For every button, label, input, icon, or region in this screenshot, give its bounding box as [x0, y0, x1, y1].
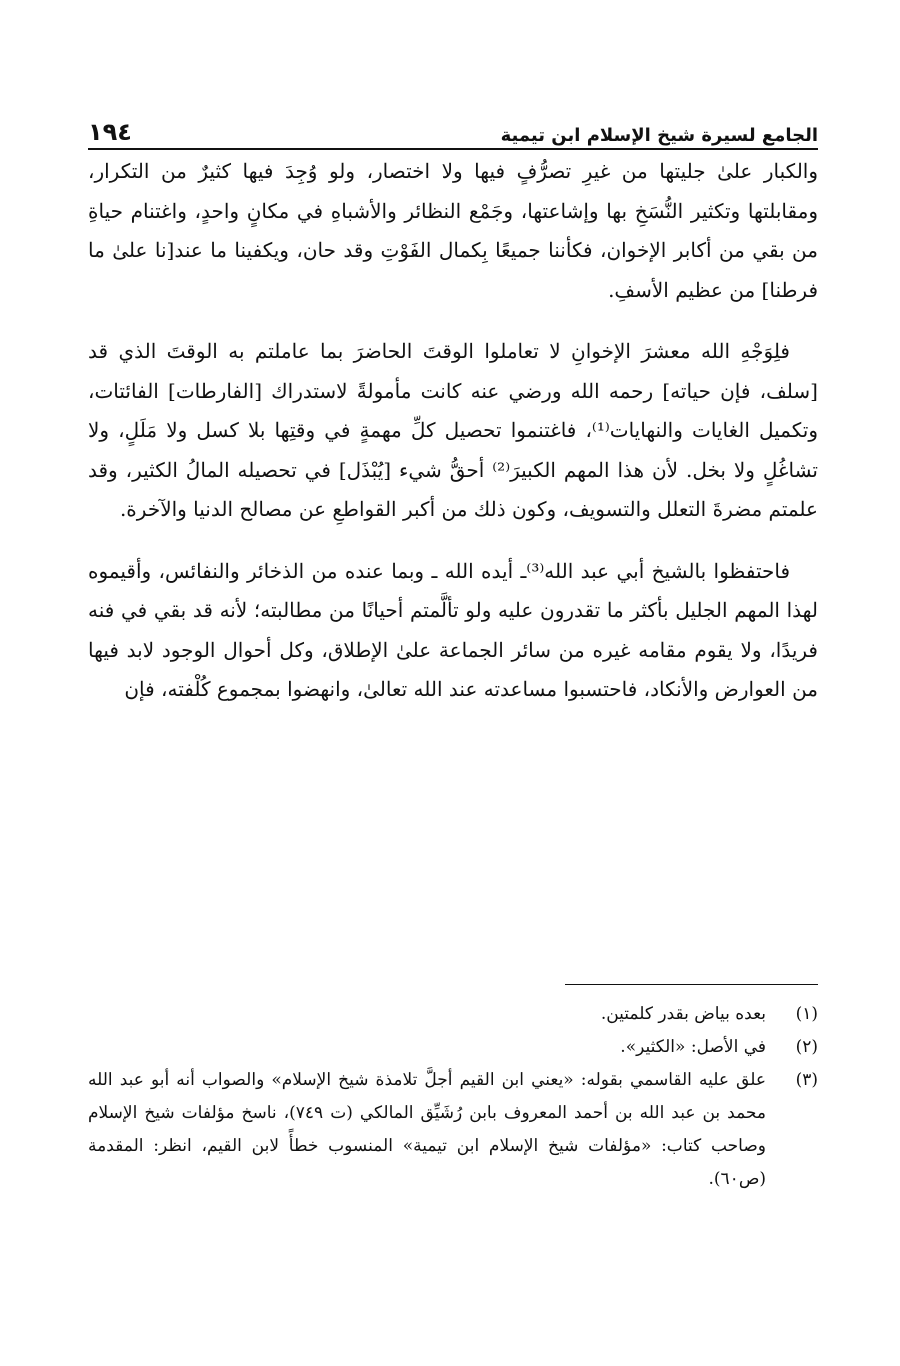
- footnote-divider: [565, 984, 818, 985]
- running-title: الجامع لسيرة شيخ الإسلام ابن تيمية: [500, 125, 818, 146]
- footnote-number: (١): [795, 1004, 818, 1024]
- paragraph-2: فلِوَجْهِ الله معشرَ الإخوانِ لا تعاملوا الوقتَ الحاضرَ بما عاملتم به الوقتَ الذي قد [سلف، فإن حياته] رحمه الله ورضي عنه كانت مأمولةً لاستدراك [الفارطات] الفائتات، وتكميل الغايات والنهايات⁽¹⁾، فاغتنموا تحصيل كلِّ مهمةٍ في وقتِها بلا كسل ولا مَلَلٍ، ولا تشاغُلٍ ولا بخل. لأن هذا المهم الكبيرَ⁽²⁾ أحقُّ شيء [يُبْذَل] في تحصيله المالُ الكثير، وقد علمتم مضرةَ التعلل والتسويف، وكون ذلك من أكبر القواطعِ عن مصالح الدنيا والآخرة.: [88, 339, 818, 521]
- footnote-number: (٢): [795, 1037, 818, 1057]
- paragraph-3: فاحتفظوا بالشيخ أبي عبد الله⁽³⁾ـ أيده الله ـ وبما عنده من الذخائر والنفائس، وأقيموه لهذا المهم الجليل بأكثر ما تقدرون عليه ولو تألَّمتم أحيانًا من مطالبته؛ لأنه قد بقي في فنه فريدًا، ولا يقوم مقامه غيره من سائر الجماعة علىٰ الإطلاق، وكل أحوال الوجود لابد فيها من العوارض والأنكاد، فاحتسبوا مساعدته عند الله تعالىٰ، وانهضوا بمجموع كُلْفته، فإن: [88, 558, 818, 701]
- footnote-text: في الأصل: «الكثير».: [620, 1037, 766, 1057]
- page-number: ١٩٤: [88, 118, 132, 146]
- footnote-1: [88, 998, 818, 1031]
- footnote-number: (٣): [795, 1070, 818, 1090]
- footnotes: [88, 998, 818, 1196]
- footnote-3: [88, 1064, 818, 1196]
- main-text: [88, 152, 818, 732]
- header-divider: [88, 148, 818, 150]
- page-header: [88, 112, 818, 146]
- footnote-text: علق عليه القاسمي بقوله: «يعني ابن القيم أجلَّ تلامذة شيخ الإسلام» والصواب أنه أبو عبد الله محمد بن عبد الله بن أحمد المعروف بابن رُشَيِّق المالكي (ت ٧٤٩)، ناسخ مؤلفات شيخ الإسلام وصاحب كتاب: «مؤلفات شيخ الإسلام ابن تيمية» المنسوب خطأً لابن القيم، انظر: المقدمة (ص٦٠).: [88, 1070, 766, 1189]
- paragraph-1: والكبار علىٰ جليتها من غيرِ تصرُّفٍ فيها ولا اختصار، ولو وُجِدَ فيها كثيرٌ من التكرار، ومقابلتها وتكثير النُّسَخِ بها وإشاعتها، وجَمْع النظائر والأشباهِ في مكانٍ واحدٍ، واغتنام حياةِ من بقي من أكابر الإخوان، فكأننا جميعًا بِكمال الفَوْتِ وقد حان، ويكفينا ما عند[نا علىٰ ما فرطنا] من عظيم الأسفِ.: [88, 159, 818, 302]
- footnote-text: بعده بياض بقدر كلمتين.: [600, 1004, 766, 1024]
- footnote-2: [88, 1031, 818, 1064]
